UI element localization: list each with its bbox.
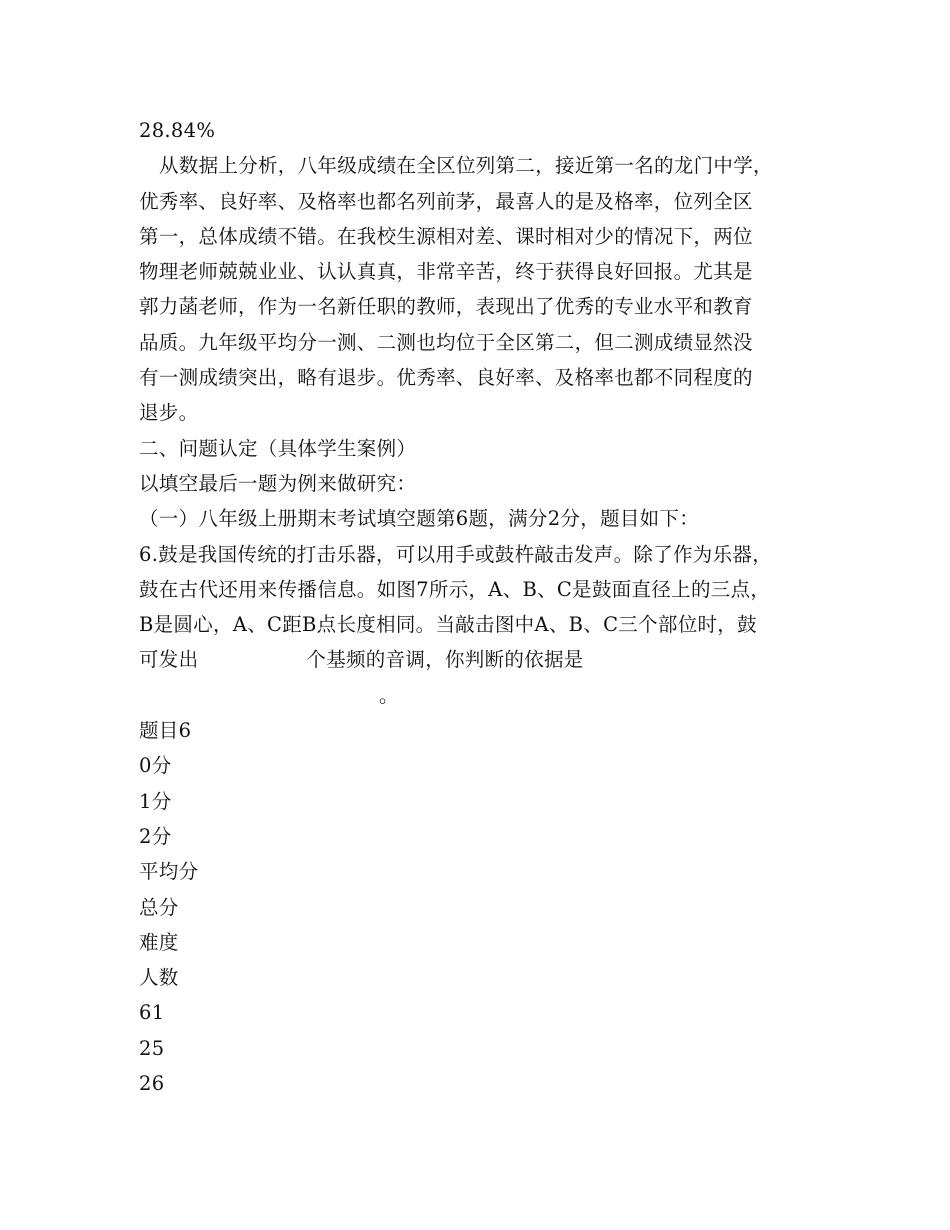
question-line: 鼓在古代还用来传播信息。如图7所示，A、B、C是鼓面直径上的三点， — [139, 577, 771, 601]
analysis-line: 优秀率、良好率、及格率也都名列前茅，最喜人的是及格率，位列全区 — [139, 189, 753, 213]
analysis-line: 从数据上分析，八年级成绩在全区位列第二，接近第一名的龙门中学， — [159, 154, 773, 178]
table-cell: 人数 — [139, 966, 179, 990]
score-table-text — [139, 713, 829, 1101]
analysis-line: 品质。九年级平均分一测、二测也均位于全区第二，但二测成绩显然没 — [139, 330, 753, 354]
top-value: 28.84% — [139, 119, 216, 142]
answer-blank-line — [139, 678, 829, 713]
question-line: B是圆心，A、C距B点长度相同。当敲击图中A、B、C三个部位时，鼓 — [139, 613, 757, 637]
table-cell: 25 — [139, 1036, 165, 1060]
analysis-line: 有一测成绩突出，略有退步。优秀率、良好率、及格率也都不同程度的 — [139, 366, 753, 390]
table-cell: 1分 — [139, 789, 172, 813]
analysis-line: 郭力菡老师，作为一名新任职的教师，表现出了优秀的专业水平和教育 — [139, 295, 753, 319]
sub-heading: （一）八年级上册期末考试填空题第6题，满分2分，题目如下： — [139, 507, 700, 531]
question-line-last — [139, 642, 829, 677]
table-cell: 0分 — [139, 754, 172, 778]
analysis-line: 物理老师兢兢业业、认认真真，非常辛苦，终于获得良好回报。尤其是 — [139, 260, 753, 284]
table-cell: 26 — [139, 1072, 165, 1096]
analysis-line: 第一，总体成绩不错。在我校生源相对差、课时相对少的情况下，两位 — [139, 224, 753, 248]
analysis-line: 退步。 — [139, 401, 199, 425]
question-line: 6.鼓是我国传统的打击乐器，可以用手或鼓杵敲击发声。除了作为乐器， — [139, 542, 773, 566]
table-cell: 总分 — [139, 895, 179, 919]
table-cell: 题目6 — [139, 719, 192, 743]
question-text-before-blank: 可发出 — [139, 648, 199, 672]
section-heading: 二、问题认定（具体学生案例） — [139, 436, 417, 460]
table-cell: 难度 — [139, 930, 179, 954]
question-text-after-blank: 个基频的音调，你判断的依据是 — [306, 648, 584, 672]
analysis-paragraph — [139, 148, 829, 430]
question-paragraph — [139, 537, 829, 713]
table-cell: 61 — [139, 1001, 165, 1025]
answer-end-mark: 。 — [379, 683, 399, 707]
document-body — [139, 113, 829, 1101]
table-cell: 平均分 — [139, 860, 199, 884]
intro-line: 以填空最后一题为例来做研究： — [139, 471, 417, 495]
table-cell: 2分 — [139, 824, 172, 848]
